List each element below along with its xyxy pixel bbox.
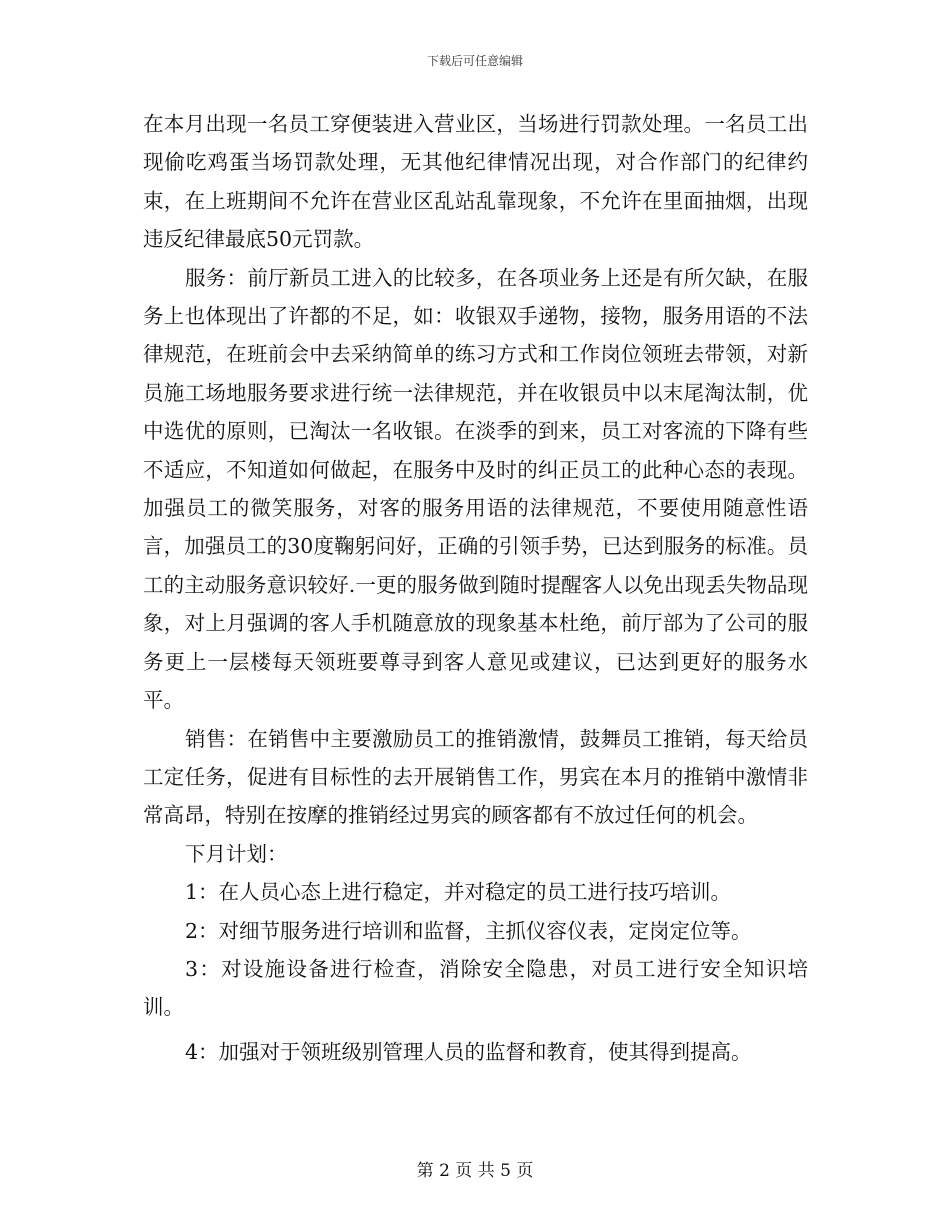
plan-item-2: 2：对细节服务进行培训和监督，主抓仪容仪表，定岗定位等。 [185,918,752,943]
paragraph-service: 服务：前厅新员工进入的比较多，在各项业务上还是有所欠缺，在服务上也体现出了许都的不足，如：收银双手递物，接物，服务用语的不法律规范，在班前会中去采纳简单的练习方式和工作岗位领班去带领，对新员施工场地服务要求进行统一法律规范，并在收银员中以末尾淘汰制，优中选优的原则，已淘汰一名收银。在淡季的到来，员工对客流的下降有些不适应，不知道如何做起，在服务中及时的纠正员工的此种心态的表现。加强员工的微笑服务，对客的服务用语的法律规范，不要使用随意性语言，加强员工的30度鞠躬问好，正确的引领手势，已达到服务的标准。员工的主动服务意识较好.一更的服务做到随时提醒客人以免出现丢失物品现象，对上月强调的客人手机随意放的现象基本杜绝，前厅部为了公司的服务更上一层楼每天领班要尊寻到客人意见或建议，已达到更好的服务水平。 [143,265,808,713]
paragraph-discipline: 在本月出现一名员工穿便装进入营业区，当场进行罚款处理。一名员工出现偷吃鸡蛋当场罚款处理，无其他纪律情况出现，对合作部门的纪律约束，在上班期间不允许在营业区乱站乱靠现象，不允许在里面抽烟，出现违反纪律最底50元罚款。 [143,112,808,252]
paragraph-sales: 销售：在销售中主要激励员工的推销激情，鼓舞员工推销，每天给员工定任务，促进有目标性的去开展销售工作，男宾在本月的推销中激情非常高昂，特别在按摩的推销经过男宾的顾客都有不放过任何的机会。 [143,726,808,828]
page-header: 下载后可任意编辑 [426,54,523,68]
plan-item-3: 3：对设施设备进行检查，消除安全隐患，对员工进行安全知识培训。 [143,956,808,1020]
paragraph-next-month-plan-title: 下月计划： [185,841,288,866]
page-footer: 第 2 页 共 5 页 [416,1161,534,1181]
plan-item-1: 1：在人员心态上进行稳定，并对稳定的员工进行技巧培训。 [185,880,732,905]
plan-item-4: 4：加强对于领班级别管理人员的监督和教育，使其得到提高。 [185,1039,752,1064]
document-body [143,105,808,1071]
